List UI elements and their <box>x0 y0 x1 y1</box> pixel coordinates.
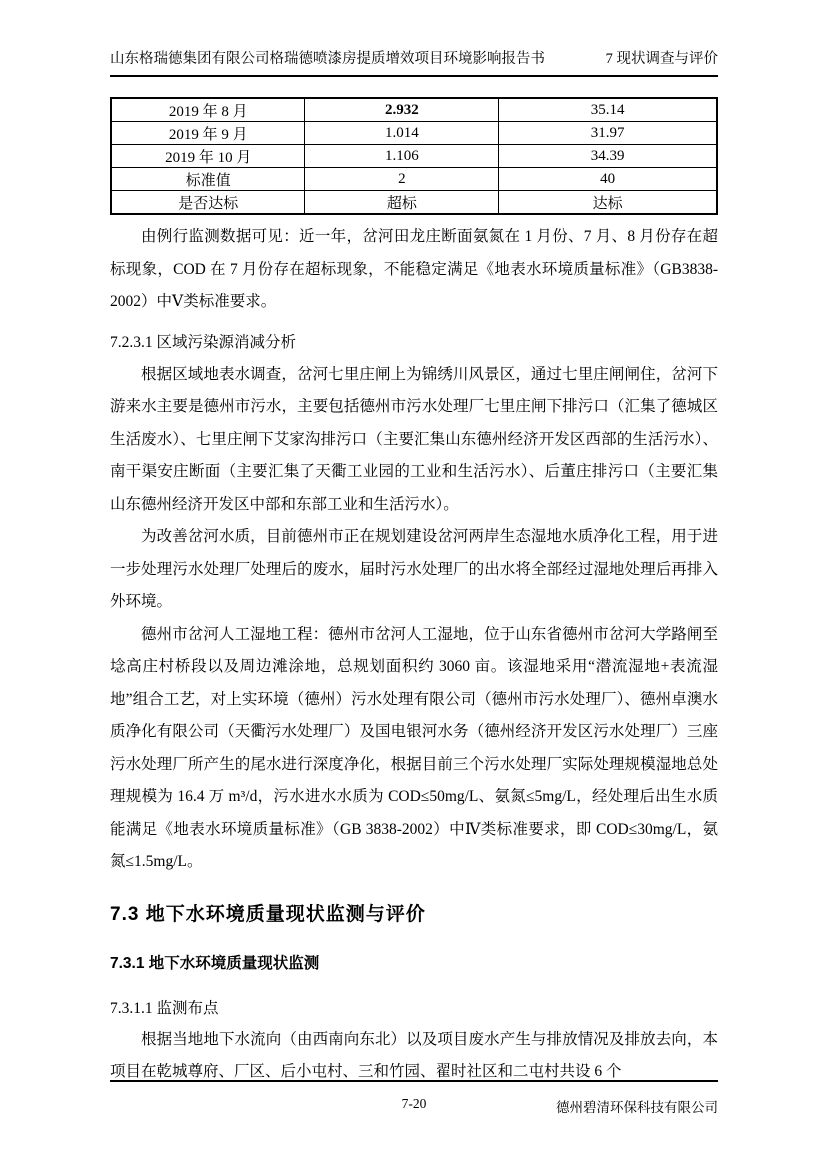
table-cell-ammonia: 1.106 <box>305 145 499 168</box>
table-cell-ammonia: 1.014 <box>305 122 499 145</box>
paragraph-monitoring-summary: 由例行监测数据可见：近一年，岔河田龙庄断面氨氮在 1 月份、7 月、8 月份存在超标现象，COD 在 7 月份存在超标现象，不能稳定满足《地表水环境质量标准》（GB3838-2002）中Ⅴ类标准要求。 <box>110 228 718 310</box>
paragraph-monitoring-points: 根据当地地下水流向（由西南向东北）以及项目废水产生与排放情况及排放去向，本项目在乾城尊府、厂区、后小屯村、三和竹园、翟时社区和二屯村共设 6 个 <box>110 1030 718 1080</box>
page-header <box>110 0 718 77</box>
table-cell-ammonia-standard: 2 <box>305 168 499 191</box>
table-cell-ammonia: 2.932 <box>305 98 499 122</box>
table-cell-label: 标准值 <box>111 168 305 191</box>
header-report-title: 山东格瑞德集团有限公司格瑞德喷漆房提质增效项目环境影响报告书 <box>110 51 545 67</box>
heading-groundwater-section: 7.3 地下水环境质量现状监测与评价 <box>110 903 426 925</box>
heading-pollution-source-reduction: 7.2.3.1 区域污染源消减分析 <box>110 333 297 351</box>
table-row <box>111 98 717 122</box>
table-row-compliance <box>111 191 717 215</box>
table-cell-month: 2019 年 10 月 <box>111 145 305 168</box>
table-row <box>111 145 717 168</box>
page-number: 7-20 <box>401 1096 427 1111</box>
page-content <box>110 0 718 1089</box>
table-cell-month: 2019 年 9 月 <box>111 122 305 145</box>
table-cell-label: 是否达标 <box>111 191 305 215</box>
table-cell-cod-compliance: 达标 <box>499 191 717 215</box>
table-row <box>111 122 717 145</box>
table-cell-cod-standard: 40 <box>499 168 717 191</box>
table-row-standard <box>111 168 717 191</box>
table-cell-cod: 34.39 <box>499 145 717 168</box>
table-cell-cod: 31.97 <box>499 122 717 145</box>
header-chapter-title: 7 现状调查与评价 <box>605 51 718 67</box>
heading-monitoring-points: 7.3.1.1 监测布点 <box>110 999 219 1017</box>
footer-company-name: 德州碧清环保科技有限公司 <box>556 1100 718 1115</box>
paragraph-wetland-plan: 为改善岔河水质，目前德州市正在规划建设岔河两岸生态湿地水质净化工程，用于进一步处理污水处理厂处理后的废水，届时污水处理厂的出水将全部经过湿地处理后再排入外环境。 <box>110 528 718 610</box>
table-cell-month: 2019 年 8 月 <box>111 98 305 122</box>
page-footer <box>110 1080 718 1115</box>
paragraph-wetland-project: 德州市岔河人工湿地工程：德州市岔河人工湿地，位于山东省德州市岔河大学路闸至埝高庄村桥段以及周边滩涂地，总规划面积约 3060 亩。该湿地采用“潜流湿地+表流湿地”组合工艺，对上实环境（德州）污水处理有限公司（德州市污水处理厂）、德州卓澳水质净化有限公司（天衢污水处理厂）及国电银河水务（德州经济开发区污水处理厂）三座污水处理厂所产生的尾水进行深度净化，根据目前三个污水处理厂实际处理规模湿地总处理规模为 16.4 万 m³/d，污水进水水质为 COD≤50mg/L、氨氮≤5mg/L，经处理后出生水质能满足《地表水环境质量标准》（GB 3838-2002）中Ⅳ类标准要求，即 COD≤30mg/L，氨氮≤1.5mg/L。 <box>110 625 718 870</box>
paragraph-surface-water-survey: 根据区域地表水调查，岔河七里庄闸上为锦绣川风景区，通过七里庄闸闸住，岔河下游来水主要是德州市污水，主要包括德州市污水处理厂七里庄闸下排污口（汇集了德城区生活废水）、七里庄闸下艾家沟排污口（主要汇集山东德州经济开发区西部的生活污水）、南干渠安庄断面（主要汇集了天衢工业园的工业和生活污水）、后董庄排污口（主要汇集山东德州经济开发区中部和东部工业和生活污水）。 <box>110 365 718 513</box>
table-cell-cod: 35.14 <box>499 98 717 122</box>
monitoring-data-table <box>110 97 718 215</box>
heading-groundwater-monitoring: 7.3.1 地下水环境质量现状监测 <box>110 954 320 972</box>
table-cell-ammonia-compliance: 超标 <box>305 191 499 215</box>
